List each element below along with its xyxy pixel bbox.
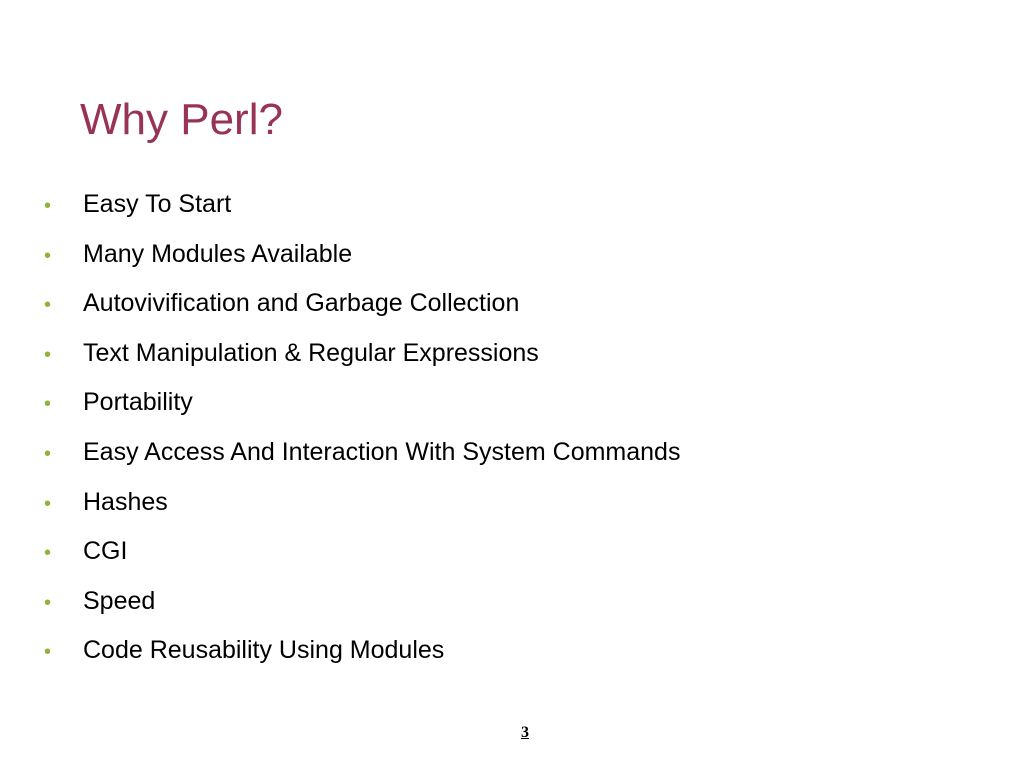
bullet-item (44, 488, 680, 538)
bullet-marker: • (44, 591, 52, 614)
bullet-text: Text Manipulation & Regular Expressions (83, 338, 539, 367)
bullet-marker: • (44, 641, 52, 664)
bullet-marker: • (44, 244, 52, 267)
bullet-item (44, 636, 680, 686)
bullet-text: Many Modules Available (83, 239, 353, 268)
bullet-item (44, 587, 680, 637)
bullet-marker: • (44, 294, 52, 317)
bullet-text: Easy To Start (83, 190, 232, 218)
bullet-text: Easy Access And Interaction With System Commands (83, 437, 681, 466)
bullet-item (44, 289, 680, 339)
bullet-marker: • (44, 492, 52, 515)
bullet-text: Hashes (83, 487, 168, 516)
slide-title: Why Perl? (80, 95, 283, 144)
bullet-item (44, 537, 680, 587)
bullet-text: CGI (83, 537, 128, 566)
bullet-marker: • (44, 393, 52, 416)
bullet-marker: • (44, 442, 52, 465)
bullet-text: Portability (83, 388, 193, 417)
bullet-marker: • (44, 542, 52, 565)
bullet-marker: • (44, 343, 52, 366)
bullet-item (44, 388, 680, 438)
bullet-item (44, 240, 680, 290)
bullet-marker: • (44, 195, 52, 217)
bullet-text: Speed (83, 586, 156, 615)
bullet-text: Autovivification and Garbage Collection (83, 289, 520, 318)
page-number: 3 (521, 724, 529, 741)
bullet-item (44, 339, 680, 389)
bullet-item (44, 438, 680, 488)
bullet-list (44, 190, 680, 686)
bullet-item (44, 190, 680, 240)
bullet-text: Code Reusability Using Modules (83, 636, 445, 665)
